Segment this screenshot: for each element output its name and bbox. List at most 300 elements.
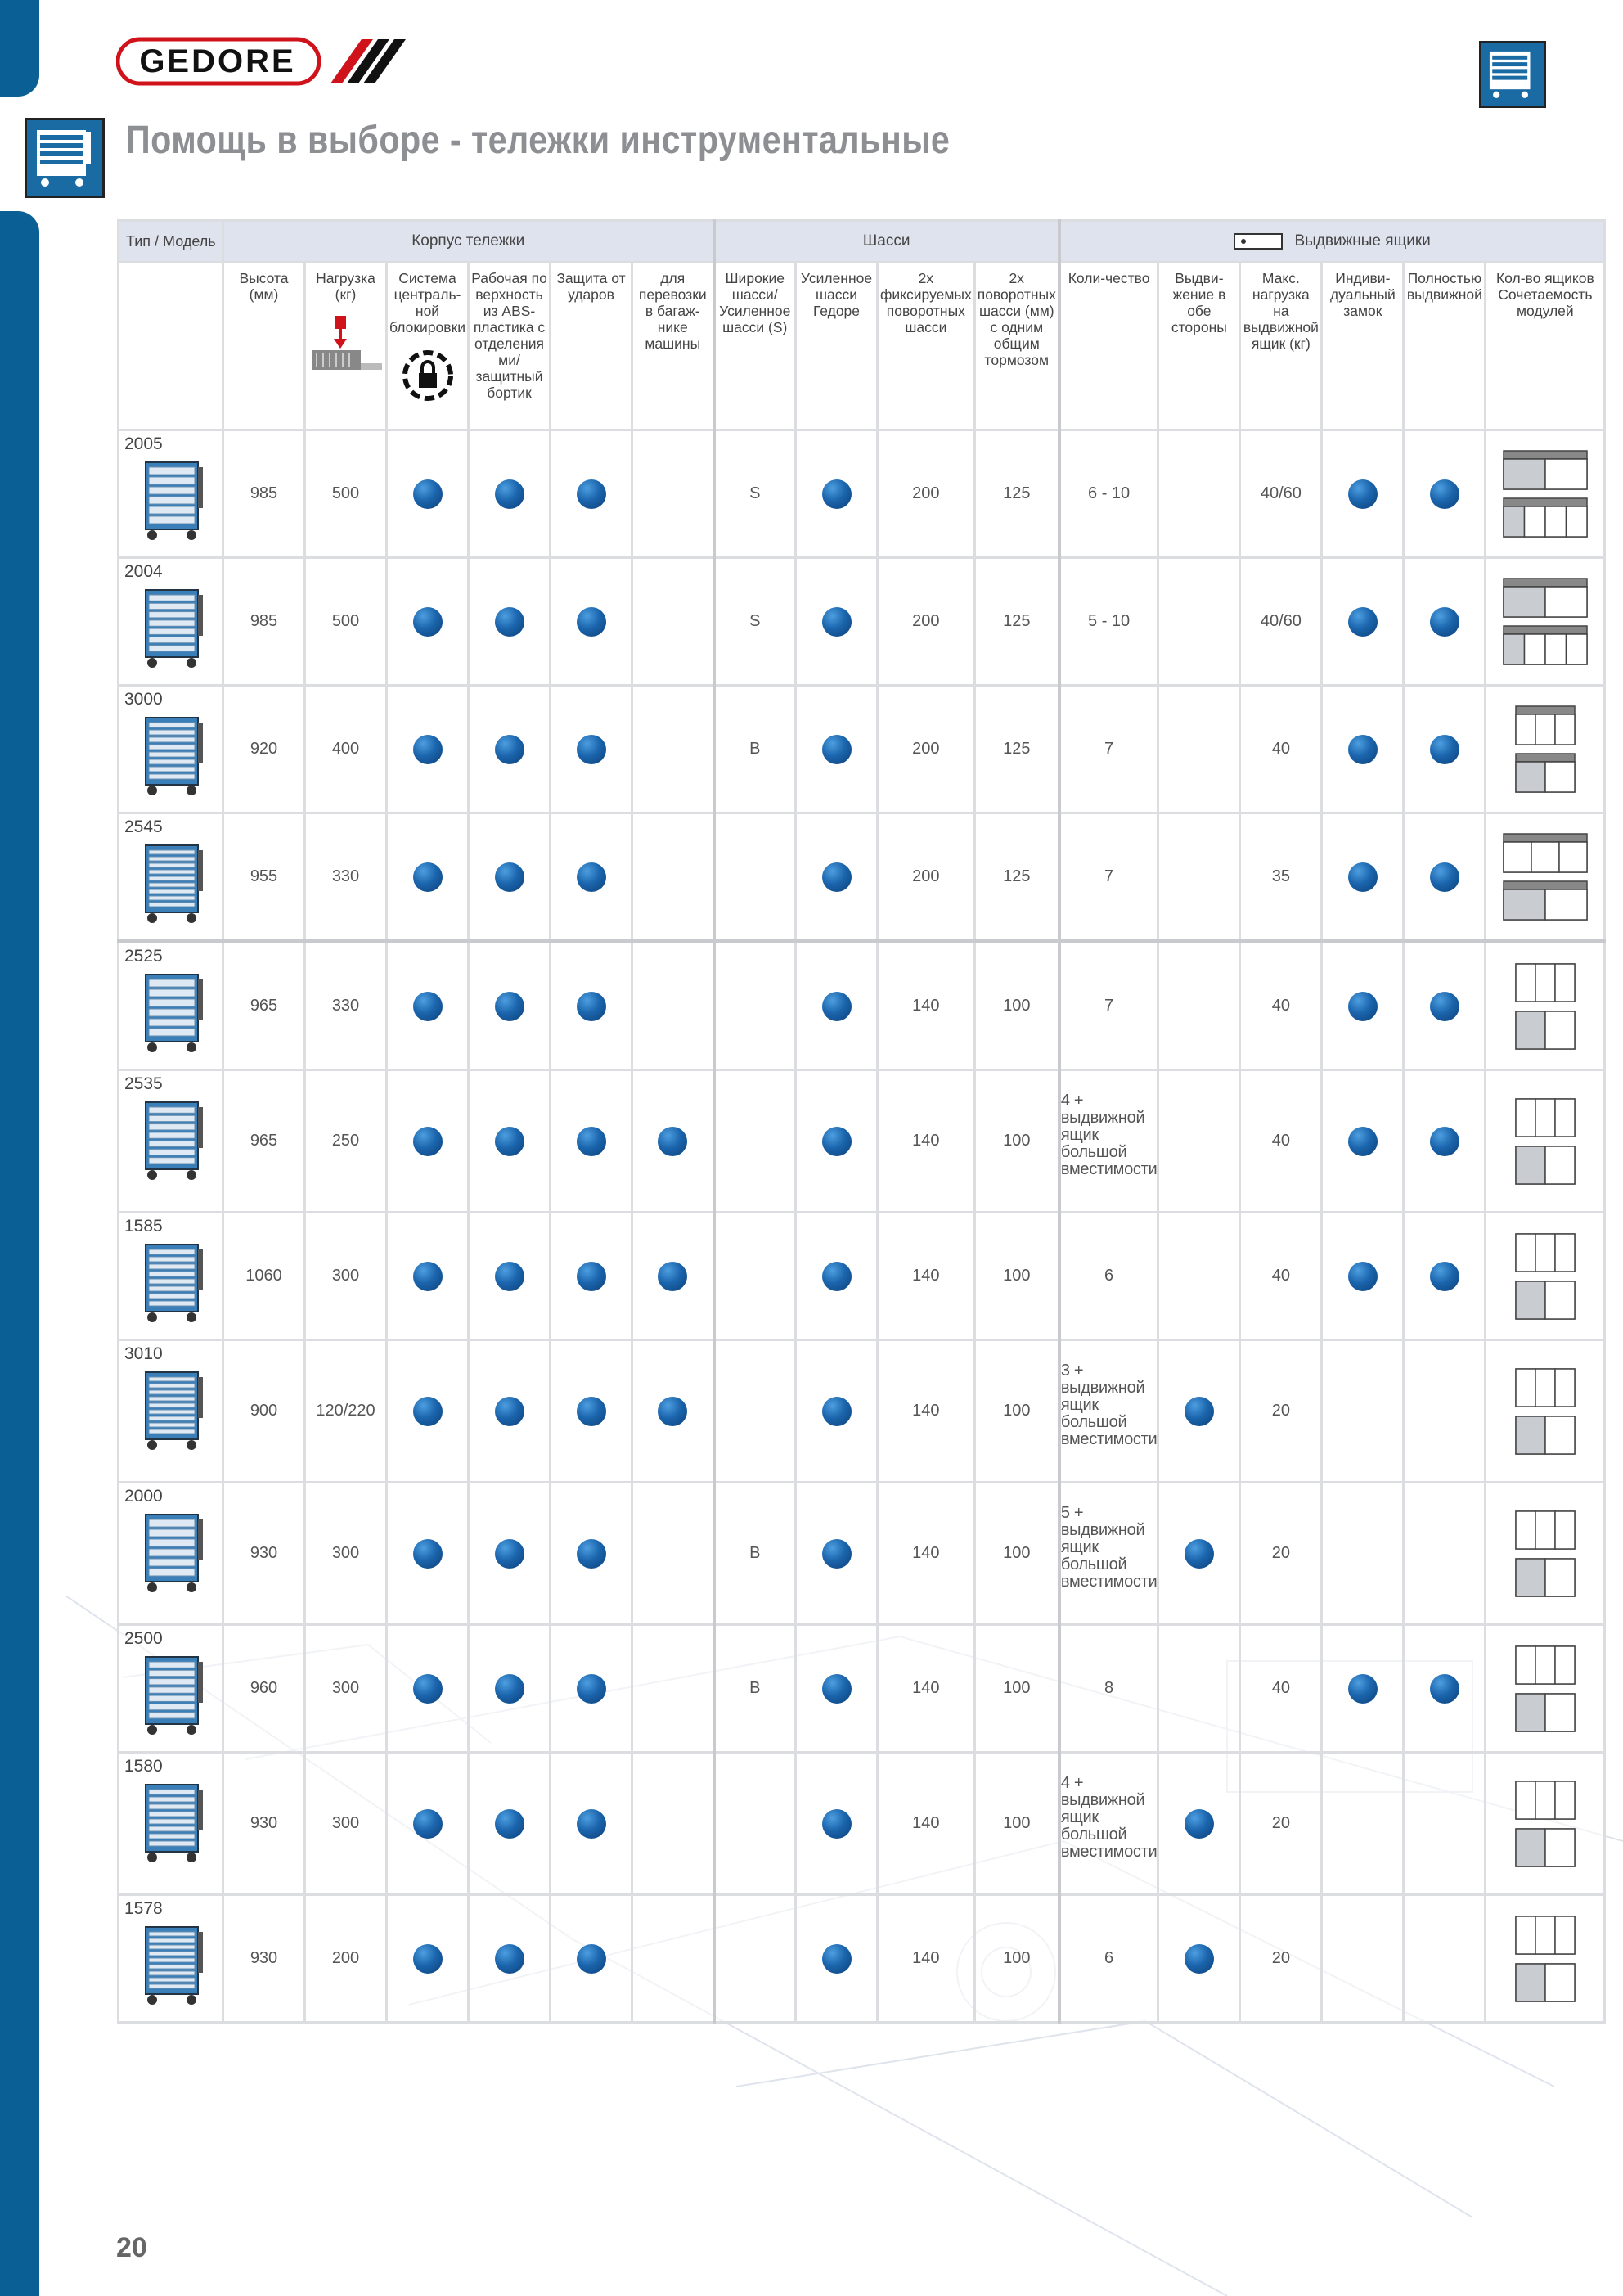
drawer-count-cell: 5 - 10	[1059, 558, 1158, 686]
height-cell: 960	[223, 1625, 305, 1753]
reinforced-chassis-cell	[796, 942, 878, 1070]
central-lock-cell	[387, 942, 469, 1070]
feature-dot-icon	[1348, 1262, 1378, 1291]
feature-dot-icon	[822, 607, 852, 637]
bump-cell	[551, 558, 632, 686]
feature-dot-icon	[495, 1809, 524, 1839]
reinforced-chassis-cell	[796, 1895, 878, 2023]
feature-dot-icon	[495, 1944, 524, 1974]
modules-cell	[1486, 686, 1605, 813]
bump-cell	[551, 1070, 632, 1213]
header-individual-lock: Индиви-дуальный замок	[1322, 263, 1404, 430]
individual-lock-cell	[1322, 1070, 1404, 1213]
abs-top-cell	[469, 1340, 551, 1483]
drawer-module-icon	[1515, 1962, 1576, 2003]
wide-chassis-cell	[714, 1895, 796, 2023]
car-cell	[632, 1625, 714, 1753]
full-extension-cell	[1404, 942, 1486, 1070]
max-load-cell: 20	[1240, 1895, 1322, 2023]
swivel-casters-cell: 100	[974, 1213, 1059, 1340]
feature-dot-icon	[1430, 1262, 1459, 1291]
full-extension-cell	[1404, 558, 1486, 686]
individual-lock-cell	[1322, 430, 1404, 558]
header-abs-top: Рабочая по верхность из ABS-пластика с отделения ми/ защитный бортик	[469, 263, 551, 430]
feature-dot-icon	[413, 1674, 443, 1704]
fixed-casters-cell: 200	[878, 558, 975, 686]
drawer-count-cell: 7	[1059, 813, 1158, 942]
feature-dot-icon	[822, 862, 852, 892]
header-car-transport: для перевозки в багаж-нике машины	[632, 263, 714, 430]
model-number: 2500	[124, 1629, 163, 1648]
header-swivel-casters: 2x поворотных шасси (мм) с одним общим тормозом	[974, 263, 1059, 430]
bump-cell	[551, 1895, 632, 2023]
group-header-chassis: Шасси	[714, 221, 1059, 263]
feature-dot-icon	[413, 607, 443, 637]
reinforced-chassis-cell	[796, 1625, 878, 1753]
drawer-module-icon	[1515, 1145, 1576, 1186]
page-number: 20	[116, 2232, 147, 2263]
full-extension-cell	[1404, 1070, 1486, 1213]
feature-dot-icon	[577, 862, 606, 892]
header-central-lock: Система централь-ной блокировки	[387, 263, 469, 430]
swivel-casters-cell: 100	[974, 1753, 1059, 1895]
height-cell: 930	[223, 1753, 305, 1895]
table-row	[119, 1340, 1605, 1483]
car-cell	[632, 686, 714, 813]
individual-lock-cell	[1322, 1340, 1404, 1483]
model-number: 2545	[124, 817, 163, 836]
abs-top-cell	[469, 1753, 551, 1895]
wide-chassis-cell	[714, 813, 796, 942]
both-sides-cell	[1158, 1483, 1240, 1625]
feature-dot-icon	[413, 1809, 443, 1839]
fixed-casters-cell: 140	[878, 1483, 975, 1625]
model-number: 1578	[124, 1899, 163, 1918]
feature-dot-icon	[822, 479, 852, 509]
feature-dot-icon	[1348, 992, 1378, 1021]
model-cell	[119, 430, 223, 558]
drawer-module-icon	[1515, 962, 1576, 1003]
table-row	[119, 686, 1605, 813]
abs-top-cell	[469, 942, 551, 1070]
max-load-cell: 20	[1240, 1753, 1322, 1895]
model-number: 2004	[124, 562, 163, 581]
height-cell: 930	[223, 1895, 305, 2023]
max-load-cell: 20	[1240, 1483, 1322, 1625]
abs-top-cell	[469, 1070, 551, 1213]
car-cell	[632, 1753, 714, 1895]
both-sides-cell	[1158, 1753, 1240, 1895]
feature-dot-icon	[577, 1674, 606, 1704]
swivel-casters-cell: 125	[974, 813, 1059, 942]
table-row	[119, 813, 1605, 942]
fixed-casters-cell: 200	[878, 430, 975, 558]
feature-dot-icon	[577, 1397, 606, 1426]
height-cell: 965	[223, 1070, 305, 1213]
drawer-count-cell: 7	[1059, 942, 1158, 1070]
height-cell: 900	[223, 1340, 305, 1483]
reinforced-chassis-cell	[796, 1483, 878, 1625]
modules-cell	[1486, 1213, 1605, 1340]
central-lock-cell	[387, 558, 469, 686]
full-extension-cell	[1404, 686, 1486, 813]
max-load-cell: 40/60	[1240, 558, 1322, 686]
fixed-casters-cell: 140	[878, 1213, 975, 1340]
load-cell: 300	[305, 1625, 387, 1753]
car-cell	[632, 1070, 714, 1213]
feature-dot-icon	[1430, 1674, 1459, 1704]
max-load-cell: 40	[1240, 686, 1322, 813]
drawer-module-icon	[1503, 625, 1588, 666]
feature-dot-icon	[577, 607, 606, 637]
feature-dot-icon	[413, 862, 443, 892]
logo-wordmark: GEDORE	[139, 43, 296, 79]
swivel-casters-cell: 100	[974, 1895, 1059, 2023]
car-cell	[632, 558, 714, 686]
drawer-module-icon	[1515, 1367, 1576, 1408]
feature-dot-icon	[822, 1127, 852, 1156]
wide-chassis-cell	[714, 1213, 796, 1340]
header-empty	[119, 263, 223, 430]
height-cell: 955	[223, 813, 305, 942]
trolley-photo	[134, 840, 213, 925]
wide-chassis-cell: B	[714, 686, 796, 813]
height-cell: 1060	[223, 1213, 305, 1340]
drawer-count-cell: 6 - 10	[1059, 430, 1158, 558]
wide-chassis-cell: S	[714, 430, 796, 558]
load-cell: 500	[305, 558, 387, 686]
car-cell	[632, 430, 714, 558]
drawer-module-icon	[1515, 1915, 1576, 1956]
abs-top-cell	[469, 1625, 551, 1753]
model-column-header: Тип / Модель	[119, 221, 223, 263]
model-number: 2000	[124, 1487, 163, 1506]
full-extension-cell	[1404, 813, 1486, 942]
feature-dot-icon	[413, 735, 443, 764]
feature-dot-icon	[822, 735, 852, 764]
feature-dot-icon	[1348, 607, 1378, 637]
feature-dot-icon	[1185, 1539, 1214, 1569]
feature-dot-icon	[1348, 1127, 1378, 1156]
fixed-casters-cell: 200	[878, 686, 975, 813]
model-cell	[119, 1625, 223, 1753]
drawer-module-icon	[1515, 1010, 1576, 1051]
individual-lock-cell	[1322, 558, 1404, 686]
table-row	[119, 1625, 1605, 1753]
reinforced-chassis-cell	[796, 1213, 878, 1340]
abs-top-cell	[469, 1213, 551, 1340]
feature-dot-icon	[495, 992, 524, 1021]
drawer-count-cell: 7	[1059, 686, 1158, 813]
sidebar-band	[0, 211, 39, 2296]
bump-cell	[551, 686, 632, 813]
both-sides-cell	[1158, 1213, 1240, 1340]
model-cell	[119, 1753, 223, 1895]
both-sides-cell	[1158, 942, 1240, 1070]
header-max-load: Макс. нагрузка на выдвижной ящик (кг)	[1240, 263, 1322, 430]
table-row	[119, 1070, 1605, 1213]
feature-dot-icon	[413, 1397, 443, 1426]
drawer-module-icon	[1515, 1557, 1576, 1598]
modules-cell	[1486, 1895, 1605, 2023]
feature-dot-icon	[495, 1262, 524, 1291]
feature-dot-icon	[822, 1262, 852, 1291]
header-modules: Кол-во ящиков Сочетаемость модулей	[1486, 263, 1605, 430]
both-sides-cell	[1158, 1340, 1240, 1483]
both-sides-cell	[1158, 1070, 1240, 1213]
feature-dot-icon	[1185, 1397, 1214, 1426]
load-cell: 120/220	[305, 1340, 387, 1483]
abs-top-cell	[469, 1483, 551, 1625]
feature-dot-icon	[822, 1539, 852, 1569]
drawer-module-icon	[1515, 1692, 1576, 1733]
both-sides-cell	[1158, 430, 1240, 558]
reinforced-chassis-cell	[796, 1753, 878, 1895]
feature-dot-icon	[577, 1539, 606, 1569]
both-sides-cell	[1158, 686, 1240, 813]
drawer-module-icon	[1503, 497, 1588, 538]
feature-dot-icon	[577, 992, 606, 1021]
feature-dot-icon	[1430, 735, 1459, 764]
feature-dot-icon	[577, 479, 606, 509]
reinforced-chassis-cell	[796, 430, 878, 558]
abs-top-cell	[469, 686, 551, 813]
load-cell: 300	[305, 1483, 387, 1625]
drawer-count-cell: 5 + выдвижной ящик большой вместимости	[1059, 1483, 1158, 1625]
load-cell: 250	[305, 1070, 387, 1213]
feature-dot-icon	[658, 1397, 687, 1426]
full-extension-cell	[1404, 1483, 1486, 1625]
bump-cell	[551, 430, 632, 558]
trolley-photo	[134, 1240, 213, 1325]
drawer-count-cell: 6	[1059, 1213, 1158, 1340]
swivel-casters-cell: 100	[974, 1340, 1059, 1483]
trolley-photo	[134, 1510, 213, 1595]
feature-dot-icon	[1430, 479, 1459, 509]
central-lock-cell	[387, 1625, 469, 1753]
model-number: 1585	[124, 1217, 163, 1236]
drawer-module-icon	[1503, 450, 1588, 491]
modules-cell	[1486, 1753, 1605, 1895]
modules-cell	[1486, 1070, 1605, 1213]
swivel-casters-cell: 125	[974, 558, 1059, 686]
individual-lock-cell	[1322, 1753, 1404, 1895]
feature-dot-icon	[1430, 992, 1459, 1021]
max-load-cell: 40	[1240, 942, 1322, 1070]
modules-cell	[1486, 558, 1605, 686]
fixed-casters-cell: 140	[878, 1340, 975, 1483]
drawer-count-cell: 3 + выдвижной ящик большой вместимости	[1059, 1340, 1158, 1483]
header-full-extension: Полностью выдвижной	[1404, 263, 1486, 430]
full-extension-cell	[1404, 1213, 1486, 1340]
max-load-cell: 40/60	[1240, 430, 1322, 558]
model-cell	[119, 813, 223, 942]
both-sides-cell	[1158, 1895, 1240, 2023]
central-lock-cell	[387, 1213, 469, 1340]
full-extension-cell	[1404, 430, 1486, 558]
feature-dot-icon	[413, 1944, 443, 1974]
max-load-cell: 35	[1240, 813, 1322, 942]
abs-top-cell	[469, 430, 551, 558]
table-row	[119, 942, 1605, 1070]
drawer-module-icon	[1515, 753, 1576, 794]
header-drawer-count: Коли-чество	[1059, 263, 1158, 430]
modules-cell	[1486, 942, 1605, 1070]
feature-dot-icon	[577, 1809, 606, 1839]
drawer-count-cell: 6	[1059, 1895, 1158, 2023]
max-load-cell: 40	[1240, 1625, 1322, 1753]
page-title: Помощь в выборе - тележки инструментальные	[126, 119, 951, 162]
wide-chassis-cell: B	[714, 1483, 796, 1625]
feature-dot-icon	[822, 1944, 852, 1974]
model-cell	[119, 558, 223, 686]
central-lock-cell	[387, 1895, 469, 2023]
central-lock-cell	[387, 1340, 469, 1483]
feature-dot-icon	[658, 1262, 687, 1291]
wide-chassis-cell: S	[714, 558, 796, 686]
height-cell: 985	[223, 558, 305, 686]
header-fixed-casters: 2x фиксируемых поворотных шасси	[878, 263, 975, 430]
central-lock-cell	[387, 1753, 469, 1895]
load-cell: 300	[305, 1213, 387, 1340]
model-cell	[119, 1483, 223, 1625]
trolley-photo	[134, 1367, 213, 1452]
feature-dot-icon	[577, 735, 606, 764]
table-row	[119, 1895, 1605, 2023]
trolley-photo	[134, 457, 213, 542]
drawer-module-icon	[1515, 705, 1576, 746]
drawer-count-cell: 4 + выдвижной ящик большой вместимости	[1059, 1070, 1158, 1213]
feature-dot-icon	[413, 479, 443, 509]
bump-cell	[551, 1625, 632, 1753]
swivel-casters-cell: 100	[974, 1625, 1059, 1753]
drawer-icon	[1234, 232, 1283, 250]
drawer-count-cell: 4 + выдвижной ящик большой вместимости	[1059, 1753, 1158, 1895]
model-number: 3000	[124, 690, 163, 709]
load-cell: 300	[305, 1753, 387, 1895]
load-cell: 400	[305, 686, 387, 813]
swivel-casters-cell: 100	[974, 1483, 1059, 1625]
wide-chassis-cell	[714, 942, 796, 1070]
feature-dot-icon	[495, 1539, 524, 1569]
model-number: 2525	[124, 947, 163, 966]
height-cell: 985	[223, 430, 305, 558]
height-cell: 965	[223, 942, 305, 1070]
swivel-casters-cell: 100	[974, 1070, 1059, 1213]
feature-dot-icon	[1430, 1127, 1459, 1156]
feature-dot-icon	[413, 992, 443, 1021]
trolley-photo	[134, 1922, 213, 2007]
model-number: 2005	[124, 434, 163, 453]
fixed-casters-cell: 140	[878, 1753, 975, 1895]
feature-dot-icon	[1185, 1809, 1214, 1839]
drawer-module-icon	[1515, 1827, 1576, 1868]
feature-dot-icon	[495, 1674, 524, 1704]
trolley-photo	[134, 1780, 213, 1865]
drawer-module-icon	[1515, 1510, 1576, 1551]
full-extension-cell	[1404, 1340, 1486, 1483]
tool-trolley-icon	[1479, 41, 1546, 108]
reinforced-chassis-cell	[796, 686, 878, 813]
feature-dot-icon	[495, 862, 524, 892]
drawer-module-icon	[1515, 1780, 1576, 1821]
fixed-casters-cell: 140	[878, 1895, 975, 2023]
modules-cell	[1486, 813, 1605, 942]
car-cell	[632, 942, 714, 1070]
full-extension-cell	[1404, 1895, 1486, 2023]
reinforced-chassis-cell	[796, 558, 878, 686]
car-cell	[632, 1895, 714, 2023]
group-header-drawers: Выдвижные ящики	[1059, 221, 1605, 263]
individual-lock-cell	[1322, 686, 1404, 813]
feature-dot-icon	[822, 992, 852, 1021]
model-number: 1580	[124, 1757, 163, 1776]
central-lock-cell	[387, 430, 469, 558]
feature-dot-icon	[495, 1127, 524, 1156]
header-height: Высота (мм)	[223, 263, 305, 430]
feature-dot-icon	[413, 1262, 443, 1291]
feature-dot-icon	[1185, 1944, 1214, 1974]
max-load-cell: 40	[1240, 1070, 1322, 1213]
reinforced-chassis-cell	[796, 813, 878, 942]
group-header-body: Корпус тележки	[223, 221, 714, 263]
feature-dot-icon	[822, 1674, 852, 1704]
feature-dot-icon	[577, 1262, 606, 1291]
individual-lock-cell	[1322, 942, 1404, 1070]
trolley-photo	[134, 1097, 213, 1182]
drawer-module-icon	[1515, 1280, 1576, 1321]
car-cell	[632, 1483, 714, 1625]
feature-dot-icon	[577, 1127, 606, 1156]
trolley-photo	[134, 1652, 213, 1737]
max-load-cell: 40	[1240, 1213, 1322, 1340]
swivel-casters-cell: 125	[974, 686, 1059, 813]
drawer-module-icon	[1515, 1097, 1576, 1138]
model-cell	[119, 942, 223, 1070]
modules-cell	[1486, 1483, 1605, 1625]
feature-dot-icon	[1348, 862, 1378, 892]
full-extension-cell	[1404, 1753, 1486, 1895]
drawer-count-cell: 8	[1059, 1625, 1158, 1753]
feature-dot-icon	[1430, 862, 1459, 892]
abs-top-cell	[469, 558, 551, 686]
header-both-sides: Выдви-жение в обе стороны	[1158, 263, 1240, 430]
car-cell	[632, 1340, 714, 1483]
individual-lock-cell	[1322, 1483, 1404, 1625]
central-lock-cell	[387, 1070, 469, 1213]
bump-cell	[551, 1483, 632, 1625]
reinforced-chassis-cell	[796, 1340, 878, 1483]
fixed-casters-cell: 140	[878, 942, 975, 1070]
table-row	[119, 1483, 1605, 1625]
drawer-module-icon	[1515, 1232, 1576, 1273]
feature-dot-icon	[1348, 1674, 1378, 1704]
trolley-photo	[134, 970, 213, 1055]
table-row	[119, 1213, 1605, 1340]
tool-trolley-icon	[25, 118, 105, 198]
drawer-module-icon	[1503, 578, 1588, 619]
model-cell	[119, 686, 223, 813]
drawer-module-icon	[1515, 1415, 1576, 1456]
feature-dot-icon	[495, 1397, 524, 1426]
load-cell: 200	[305, 1895, 387, 2023]
model-cell	[119, 1213, 223, 1340]
load-weight-icon	[308, 314, 384, 371]
car-cell	[632, 813, 714, 942]
load-cell: 330	[305, 942, 387, 1070]
abs-top-cell	[469, 1895, 551, 2023]
individual-lock-cell	[1322, 1625, 1404, 1753]
